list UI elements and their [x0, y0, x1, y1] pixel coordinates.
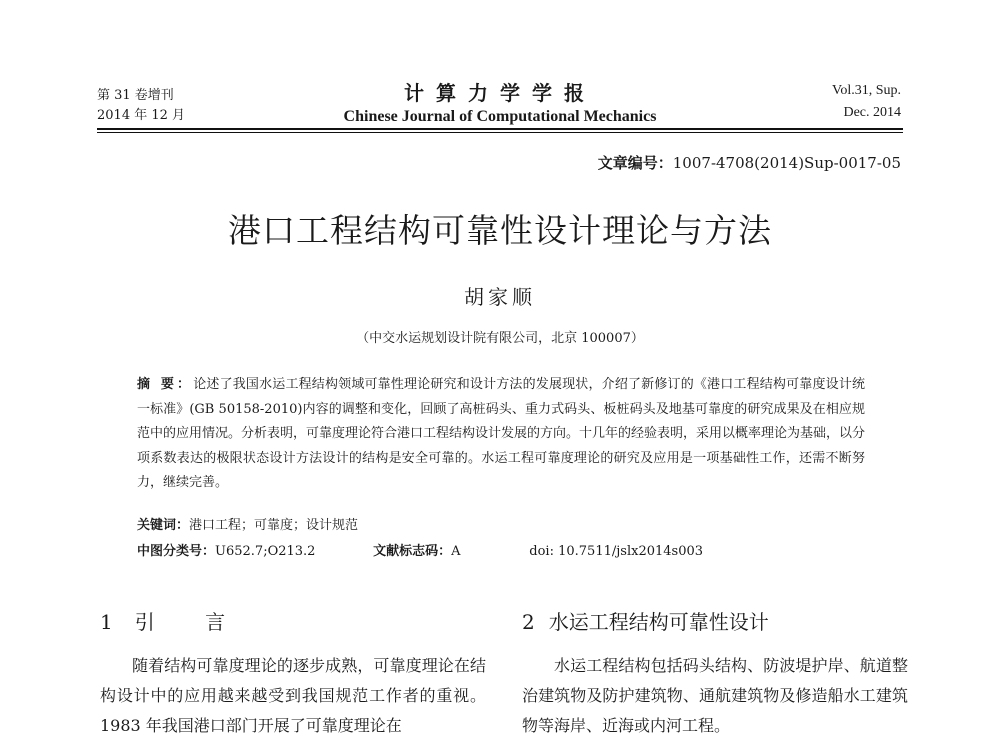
header-volume-info-en	[832, 80, 901, 124]
section-2-paragraph: 水运工程结构包括码头结构、防波堤护岸、航道整治建筑物及防护建筑物、通航建筑物及修造船水工建筑物等海岸、近海或内河工程。	[522, 656, 908, 735]
article-number-value: 1007-4708(2014)Sup-0017-05	[672, 154, 901, 172]
section-1-number: 1	[100, 610, 113, 634]
doc-code-label: 文献标志码：	[373, 544, 452, 559]
abstract	[137, 373, 865, 496]
classification-line	[137, 541, 897, 563]
journal-title-en: Chinese Journal of Computational Mechanics	[343, 108, 657, 125]
volume-cn: 第 31 卷增刊	[97, 88, 174, 103]
article-number-label: 文章编号：	[597, 154, 673, 172]
paper-title: 港口工程结构可靠性设计理论与方法	[228, 211, 772, 250]
header-rule-thick	[97, 128, 903, 130]
section-1-paragraph: 随着结构可靠度理论的逐步成熟，可靠度理论在结构设计中的应用越来越受到我国规范工作者的重视。1983 年我国港口部门开展了可靠度理论在	[100, 656, 486, 735]
header-rule-thin	[97, 132, 903, 133]
clc-value: U652.7;O213.2	[215, 544, 316, 559]
date-en: Dec. 2014	[843, 105, 901, 120]
section-2-heading	[522, 606, 769, 635]
keywords	[137, 515, 358, 537]
abstract-text: 论述了我国水运工程结构领域可靠性理论研究和设计方法的发展现状，介绍了新修订的《港口工程结构可靠度设计统一标准》(GB 50158-2010)内容的调整和变化，回顾了高桩码头、重力式码头、板桩码头及地基可靠度的研究成果及在相应规范中的应用情况。分析表明，可靠度理论符合港口工程结构设计发展的方向。十几年的经验表明，采用以概率理论为基础，以分项系数表达的极限状态设计方法设计的结构是安全可靠的。水运工程可靠度理论的研究及应用是一项基础性工作，还需不断努力，继续完善。	[137, 377, 866, 490]
section-2-number: 2	[522, 610, 535, 634]
author-name: 胡家顺	[464, 285, 536, 309]
keywords-label: 关键词：	[137, 518, 190, 533]
section-1-title: 引 言	[134, 610, 248, 634]
journal-title-cn: 计算力学学报	[404, 81, 596, 105]
author-affiliation: （中交水运规划设计院有限公司，北京 100007）	[356, 331, 644, 346]
clc-label: 中图分类号：	[137, 544, 216, 559]
journal-masthead	[300, 80, 700, 128]
doc-code-value: A	[451, 544, 461, 559]
article-number	[598, 152, 901, 173]
abstract-label: 摘 要：	[137, 377, 194, 392]
header-volume-info	[97, 86, 185, 126]
date-cn: 2014 年 12 月	[97, 108, 186, 123]
section-2-title: 水运工程结构可靠性设计	[548, 610, 769, 634]
keywords-text: 港口工程；可靠度；设计规范	[189, 518, 359, 533]
volume-en: Vol.31, Sup.	[832, 83, 901, 98]
doi-value: 10.7511/jslx2014s003	[558, 544, 704, 559]
section-1-heading	[100, 606, 247, 635]
doi-label: doi:	[529, 544, 554, 559]
